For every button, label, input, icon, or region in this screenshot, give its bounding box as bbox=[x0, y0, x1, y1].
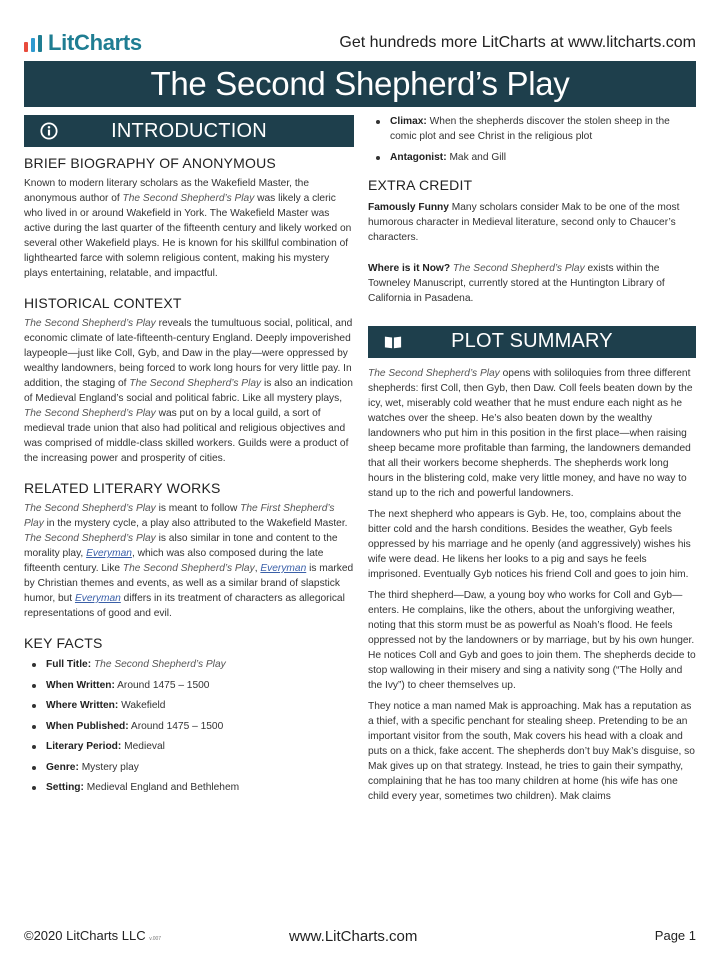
plot-paragraph: The next shepherd who appears is Gyb. He, too, complains about the bitter cold and the harsh conditions. Besides the weather, Gyb feels oppressed by his marriage and he openly (and aggressively) wishes his wife were dead. He likens her looks to a pig and says he feels imprisoned. Eventually Gyb notices his friend Coll and goes to join him. bbox=[368, 508, 691, 580]
page-header bbox=[24, 30, 696, 64]
biography-text: Known to modern literary scholars as the Wakefield Master, the anonymous author of The Second Shepherd’s Play was likely a cleric who lived in or around Wakefield in York. The Wakefield Master was active during the last quarter of the fifteenth century and likely worked on several other Wakefield plays. He is known for his skillful combination of lighthearted farce with solemn religious content, making his mystery plays entertaining, relatable, and impactful. bbox=[24, 178, 352, 279]
list-item: Literary Period: Medieval bbox=[24, 739, 354, 754]
left-column bbox=[24, 115, 354, 801]
list-item: When Published: Around 1475 – 1500 bbox=[24, 719, 354, 734]
list-item: Antagonist: Mak and Gill bbox=[368, 150, 696, 165]
list-item: Full Title: The Second Shepherd’s Play bbox=[24, 657, 354, 672]
extra-credit-funny: Famously Funny Many scholars consider Mak to be one of the most humorous character in Medieval literature, second only to Chaucer’s characters. bbox=[368, 201, 680, 243]
footer-url[interactable]: www.LitCharts.com bbox=[289, 928, 418, 945]
key-facts-list bbox=[24, 657, 354, 795]
list-item: Setting: Medieval England and Bethlehem bbox=[24, 780, 354, 795]
right-column bbox=[368, 114, 696, 804]
info-icon bbox=[40, 122, 58, 140]
extra-credit-heading: EXTRA CREDIT bbox=[368, 176, 473, 193]
everyman-link[interactable]: Everyman bbox=[86, 548, 132, 559]
logo-text: LitCharts bbox=[48, 30, 142, 55]
header-tagline[interactable]: Get hundreds more LitCharts at www.litcharts.com bbox=[339, 34, 696, 51]
litcharts-logo[interactable] bbox=[24, 30, 142, 56]
list-item: When Written: Around 1475 – 1500 bbox=[24, 678, 354, 693]
historical-context-heading: HISTORICAL CONTEXT bbox=[24, 295, 182, 311]
page-footer bbox=[24, 928, 696, 948]
everyman-link[interactable]: Everyman bbox=[260, 563, 307, 574]
related-works-text: The Second Shepherd’s Play is meant to follow The First Shepherd’s Play in the mystery cycle, a play also attributed to the Wakefield Master. The Second Shepherd’s Play is also similar in tone and content to the morality play, Everyman, which was also composed during the late fifteenth century. Like The Second Shepherd’s Play, Everyman is marked by Christian themes and events, as well as a similar brand of slapstick humor, but Everyman differs in its treatment of characters as allegorical representations of good and evil. bbox=[24, 503, 354, 619]
introduction-section-bar bbox=[24, 115, 354, 147]
copyright: ©2020 LitCharts LLC v.007 bbox=[24, 928, 162, 943]
biography-heading: BRIEF BIOGRAPHY OF ANONYMOUS bbox=[24, 155, 276, 171]
list-item: Where Written: Wakefield bbox=[24, 698, 354, 713]
list-item: Genre: Mystery play bbox=[24, 760, 354, 775]
historical-context-text: The Second Shepherd’s Play reveals the tumultuous social, political, and economic climate of late-fifteenth-century England. Deeply impoverished laypeople—just like Coll, Gyb, and Daw in the play—were oppressed by wealthy landowners, being forced to work long hours for very little pay. In addition, the staging of The Second Shepherd’s Play is also an indication of Medieval England’s social and political fabric. Like all mystery plays, The Second Shepherd’s Play was put on by a local guild, a sort of medieval trade union that also had political and religious objectives and was comprised of middle-class skilled workers. Guilds were a product of the increasing power and prosperity of cities. bbox=[24, 318, 353, 464]
document-title: The Second Shepherd’s Play bbox=[24, 61, 696, 107]
introduction-label: INTRODUCTION bbox=[111, 119, 267, 142]
logo-bars-icon bbox=[24, 34, 42, 52]
page-number: Page 1 bbox=[654, 928, 696, 943]
key-facts-heading: KEY FACTS bbox=[24, 635, 103, 651]
plot-paragraph: The third shepherd—Daw, a young boy who works for Coll and Gyb—enters. He complains, like the others, about the unforgiving weather, noting that this storm must be as powerful as Noah’s flood. He feels oppressed not by the landowners or by marriage, but by his own hunger. He notices Coll and Gyb and goes to join them. The shepherds decide to stop wallowing in their misery and sing a nativity song (“The Holly and the Ivy”) to cheer themselves up. bbox=[368, 589, 696, 691]
key-facts-list-continued bbox=[368, 114, 696, 165]
plot-summary-label: PLOT SUMMARY bbox=[451, 330, 613, 352]
plot-paragraph: The Second Shepherd’s Play opens with soliloquies from three different shepherds: first Coll, then Gyb, then Daw. Coll feels beaten down by the icy, wet, miserably cold weather that he must endure each night as he watches over the sheep. He’s also beaten down by the wealthy landowners who put him in this position in the first place—when raising sheep became more profitable than farming, the landowners demanded that all their workers become shepherds. The shepherds work long hours in the blistering cold, make very little money, and have no way to stand up to the rich and powerful landowners. bbox=[368, 367, 693, 499]
related-works-heading: RELATED LITERARY WORKS bbox=[24, 480, 221, 496]
plot-paragraph: They notice a man named Mak is approaching. Mak has a reputation as a thief, with a specific penchant for stealing sheep. Pretending to be an important visitor from the south, Mak covers his head with a cloak and puts on a thick, fake accent. The shepherds don’t buy Mak’s disguise, so Mak gives up on that strategy. Instead, he tries to gain their sympathy, complaining that he has too many children at home (his wife has one child every year, sometimes two children). Mak claims bbox=[368, 700, 695, 802]
extra-credit-where: Where is it Now? The Second Shepherd’s Play exists within the Towneley Manuscript, currently stored at the Huntington Library of California in Pasadena. bbox=[368, 262, 665, 304]
book-icon bbox=[384, 333, 402, 351]
list-item: Climax: When the shepherds discover the stolen sheep in the comic plot and see Christ in the religious plot bbox=[368, 114, 696, 144]
everyman-link[interactable]: Everyman bbox=[74, 593, 121, 604]
plot-summary-section-bar bbox=[368, 326, 696, 358]
